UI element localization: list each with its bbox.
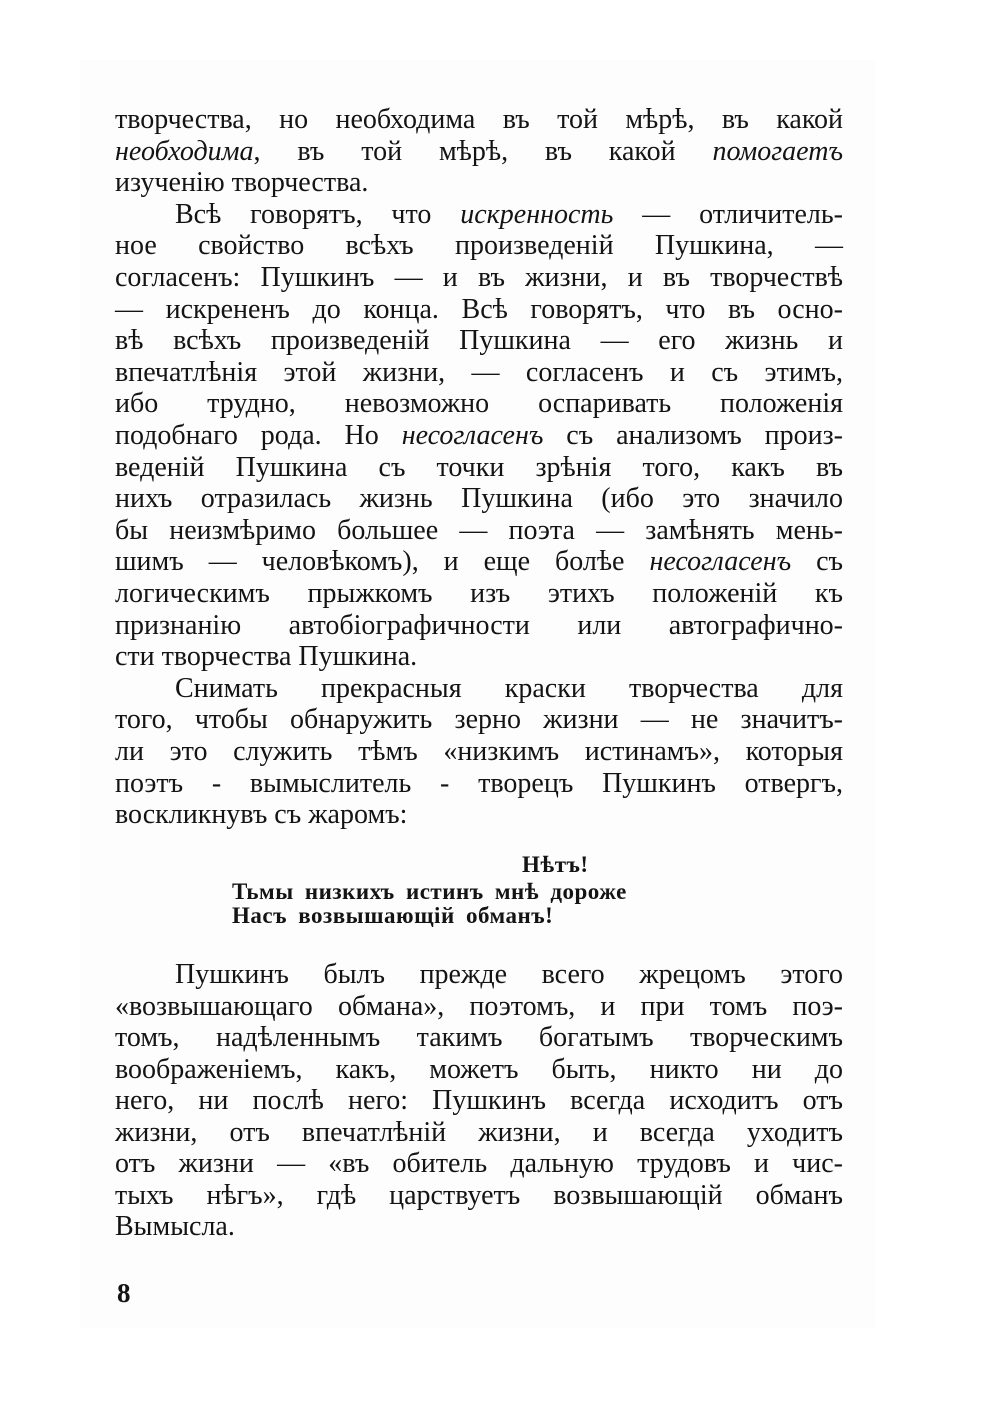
text-segment: шимъ — человѣкомъ), и еще болѣе [115,546,650,578]
text-line [115,991,843,1023]
text-line [115,357,843,389]
poem-line: Тьмы низкихъ истинъ мнѣ дороже [232,879,627,904]
text-segment: впечатлѣнія этой жизни, — согласенъ и съ этимъ, [115,356,843,388]
text-segment: подобнаго рода. Но [115,420,402,451]
text-line [115,420,843,452]
text-line [115,1117,843,1149]
text-line [115,136,843,168]
text-line [115,515,843,547]
text-segment: тыхъ нѣгъ», гдѣ царствуетъ возвышающій обманъ [115,1179,843,1211]
text-segment: Вымысла. [115,1211,235,1242]
text-line [115,104,843,136]
text-line [115,1148,843,1180]
text-segment: воображеніемъ, какъ, можетъ быть, никто ни до [115,1053,843,1085]
poem-line: Нѣтъ! [522,852,589,877]
emphasized-text: необходима [115,135,254,167]
text-segment: «возвышающаго обмана», поэтомъ, и при томъ поэ- [115,990,843,1022]
text-line [115,799,843,831]
text-segment: того, чтобы обнаружить зерно жизни — не значитъ- [115,704,843,736]
text-line [115,736,843,768]
page-number: 8 [117,1278,131,1308]
text-segment: ибо трудно, невозможно оспаривать положенія [115,388,843,420]
text-line [115,1022,843,1054]
text-line [115,704,843,736]
text-line [115,452,843,484]
text-segment: отъ жизни — «въ обитель дальную трудовъ и чис- [115,1148,843,1179]
text-line [115,610,843,642]
poem-line: Насъ возвышающій обманъ! [232,903,554,928]
text-line [115,167,843,199]
text-line [115,230,843,262]
text-segment: Пушкинъ былъ прежде всего жрецомъ этого [175,959,843,990]
emphasized-text: помогаетъ [712,135,843,167]
text-line [115,578,843,610]
text-line [175,199,843,231]
text-segment: Всѣ говорятъ, что [175,198,461,230]
text-segment: него, ни послѣ него: Пушкинъ всегда исходитъ отъ [115,1085,843,1116]
text-segment: нихъ отразилась жизнь Пушкина (ибо это значило [115,483,843,515]
text-segment: бы неизмѣримо большее — поэта — замѣнять мень- [115,514,843,546]
text-segment: вѣ всѣхъ произведеній Пушкина — его жизнь и [115,325,843,357]
text-segment: ли это служить тѣмъ «низкимъ истинамъ», которыя [115,736,843,767]
text-line [115,388,843,420]
text-segment: — искрененъ до конца. Всѣ говорятъ, что въ осно- [115,293,843,325]
text-line [115,1054,843,1086]
text-line [115,546,843,578]
emphasized-text: искренность [460,198,614,230]
text-line [115,294,843,326]
text-segment: изученію творчества. [115,167,369,199]
text-line [115,768,843,800]
text-segment: сти творчества Пушкина. [115,641,418,673]
emphasized-text: несогласенъ [401,420,544,451]
text-line [115,483,843,515]
text-segment: поэтъ - вымыслитель - творецъ Пушкинъ отвергъ, [115,767,843,799]
text-line [115,1211,843,1243]
text-segment: , въ той мѣрѣ, въ какой [253,135,713,167]
text-segment: ное свойство всѣхъ произведеній Пушкина, — [115,230,843,262]
text-line [115,1180,843,1212]
text-segment: логическимъ прыжкомъ изъ этихъ положеній къ [115,578,843,609]
text-segment: — отличитель- [613,198,843,230]
text-line [115,325,843,357]
text-segment: признанію автобіографичности или автографично- [115,609,843,641]
text-segment: съ анализомъ произ- [543,420,843,451]
text-segment: томъ, надѣленнымъ такимъ богатымъ творческимъ [115,1022,843,1053]
text-line [115,262,843,294]
text-segment: жизни, отъ впечатлѣній жизни, и всегда уходитъ [115,1116,843,1148]
text-segment: Снимать прекрасныя краски творчества для [175,672,843,704]
emphasized-text: несогласенъ [649,546,792,578]
text-line [175,673,843,705]
text-segment: согласенъ: Пушкинъ — и въ жизни, и въ творчествѣ [115,262,843,293]
text-segment: веденій Пушкина съ точки зрѣнія того, какъ въ [115,451,843,483]
text-segment: съ [791,546,844,578]
text-line [115,641,843,673]
text-line [175,959,843,991]
text-segment: воскликнувъ съ жаромъ: [115,799,408,831]
text-segment: творчества, но необходима въ той мѣрѣ, въ какой [115,104,843,135]
text-line [115,1085,843,1117]
